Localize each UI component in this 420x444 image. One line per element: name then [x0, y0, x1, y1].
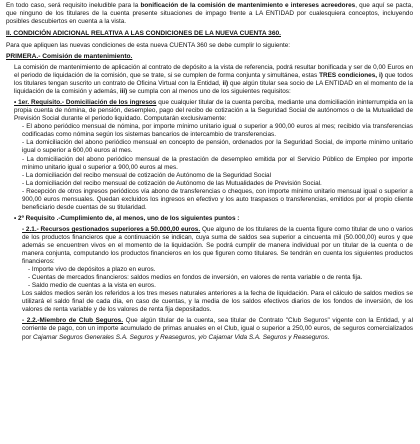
intro-text: En todo caso, será requisito ineludible para la — [6, 2, 141, 9]
punto-2-1-item: - Cuentas de mercados financieros: saldos medios en fondos de inversión, en valores de renta variable o de renta fija. — [28, 274, 363, 282]
intro-text-end: , que aquí se pacta, que ninguno de los titulares de la cuenta presente situaciones de impago frente a LA ENTIDAD por cualesquiera conceptos, incluyendo posibles descubiertos en cuenta a la vista. — [6, 2, 414, 26]
punto-2-1-after: Los saldos medios serán los referidos a los tres meses naturales anteriores a la fecha de liquidación. Para el cálculo de saldos medios se utilizará el saldo final de cada día, en caso de cuentas, y la media de los saldos efectivos diarios de los fondos de inversión, de los valores de renta variable y de los valores de renta fija depositados. — [22, 290, 413, 314]
punto-2-1-item: - Importe vivo de depósitos a plazo en euros. — [28, 266, 156, 274]
primera-title: PRIMERA.- Comisión de mantenimiento. — [6, 52, 133, 60]
primera-text-a: La comisión de mantenimiento de aplicación al contrato de depósito a la vista de referencia, podrá resultar bonificada y ser de 0,00 Euros en el periodo de liquidación de la comisión, que se trate, si se cumplen de forma conjunta y simultánea, estas — [14, 64, 413, 80]
requisito-1-item: - La domiciliación del recibo mensual de cotización de Autónomo de las Mutualidades de Previsión Social. — [22, 179, 322, 187]
punto-2-1 — [22, 226, 413, 266]
requisito-1-item: - La domiciliación del abono periódico mensual en concepto de pensión, ordenados por la Seguridad Social, de importe mínimo unitario igual o superior a 600,00 euros al mes. — [22, 139, 413, 155]
primera-text-c: que todos los titulares tengan suscrito un contrato de Oficina Virtual con la Entidad, — [14, 72, 413, 88]
intro-paragraph — [6, 2, 413, 26]
primera-body — [14, 64, 413, 96]
intro-bold-text: bonificación de la comisión de mantenimiento e intereses acreedores — [140, 2, 356, 9]
primera-text-e: se cumpla con al menos uno de los siguientes requisitos: — [127, 88, 291, 96]
punto-2-1-title: - 2.1.- Recursos gestionados superiores a 50.000,00 euros. — [22, 225, 201, 233]
requisito-1-item: - Recepción de otros ingresos periódicos vía abono de transferencias o cheques, con importe mínimo unitario mensual igual o superior a 900,00 euros mensuales. Quedan excluidos los ingresos en efectivo y los auto traspasos o transferencias, emitidos por el propio cliente beneficiario desde cuentas de su titularidad. — [22, 187, 413, 211]
requisito-1-body: que cualquier titular de la cuenta perciba, mediante una domiciliación ininterrumpida en la propia cuenta de nómina, de pensión, desempleo, pago del recibo de cotización a la Seguridad Social de autónomos o de la Mutualidad de Previsión Social durante el periodo liquidado. Computarán exclusivamente: — [14, 99, 413, 123]
primera-text-d: que algún titular sea socio de LA ENTIDAD en el momento de la liquidación de la comisión y además, — [14, 80, 413, 96]
primera-bold-2: ii) — [222, 80, 229, 88]
punto-2-2-insurers: Cajamar Seguros Generales S.A. Seguros y Reaseguros, y/o Cajamar Vida S.A. Seguros y Reaseguros. — [33, 333, 330, 341]
punto-2-2 — [22, 317, 413, 341]
requisito-1-item: - La domiciliación del abono periódico mensual de la prestación de desempleo emitida por el Servicio Público de Empleo por importe mínimo unitario igual o superior a 900,00 euros al mes. — [22, 155, 413, 171]
requisito-1 — [14, 99, 413, 123]
section-title: II. CONDICIÓN ADICIONAL RELATIVA A LAS CONDICIONES DE LA NUEVA CUENTA 360. — [6, 30, 281, 38]
section-intro: Para que apliquen las nuevas condiciones de esta nueva CUENTA 360 se debe cumplir lo siguiente: — [6, 41, 291, 49]
punto-2-2-body: Que algún titular de la cuenta, sea titular de Contrato "Club Seguros" vigente con la Entidad, y al corriente de pago, con un importe acumulado de primas anuales en el Club, igual o superior a 250,00 euros, de seguros comercializados por — [22, 317, 413, 341]
requisito-2-title: • 2º Requisito .-Cumplimiento de, al menos, uno de los siguientes puntos : — [14, 214, 240, 222]
primera-bold-1: TRES condiciones, i) — [319, 72, 383, 80]
requisito-2-title-line — [14, 215, 413, 223]
punto-2-1-body: Que alguno de los titulares de la cuenta figure como titular de uno o varios de los productos financieros que a continuación se indican, cuya suma de saldos sea superior a cincuenta mil (50.000,00) euros y que además se encuentren vivos en el momento de la liquidación. Se podrá cumplir de manera individual por un titular de la cuenta o de manera conjunta, computando los productos financieros en los que figuren como titulares. Se tendrán en cuenta los siguientes productos financieros: — [22, 225, 413, 266]
requisito-1-item: - La domiciliación del recibo mensual de cotización de Autónomo de la Seguridad Social — [22, 171, 272, 179]
requisito-1-title: • 1er. Requisito.- Domiciliación de los ingresos — [14, 99, 157, 107]
punto-2-2-title: - 2.2.-Miembro de Club Seguros. — [22, 317, 124, 325]
punto-2-1-item: - Saldo medio de cuentas a la vista en euros. — [28, 282, 156, 290]
requisito-1-item: - El abono periódico mensual de nómina, por importe mínimo unitario igual o superior a 900,00 euros al mes; recibido vía transferencias codificadas como nómina según los sistemas bancarios de intercambio de transferencias. — [22, 123, 413, 139]
primera-bold-3: iii) — [119, 88, 128, 96]
